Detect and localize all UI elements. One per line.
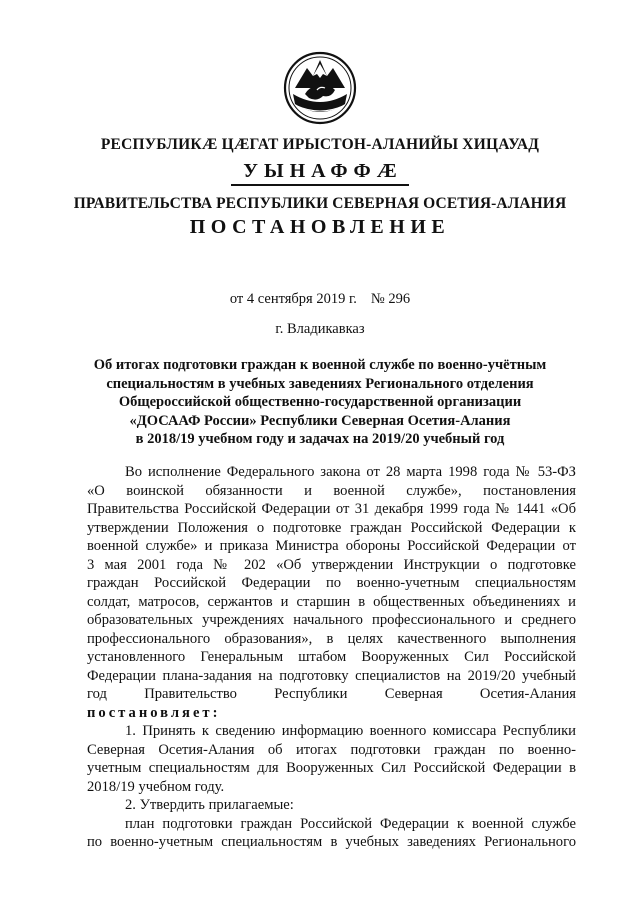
- body-line: граждан Российской Федерации по военно-учетным специальностям: [87, 575, 576, 591]
- body-line: профессионального образования», в целях качественного выполнения: [87, 630, 576, 647]
- header-ossetian-decree: [0, 160, 640, 186]
- body-line-resolves: постановляет:: [87, 704, 221, 721]
- header-ossetian-decree-text: УЫНАФФӔ: [231, 160, 408, 186]
- body-line: 3 мая 2001 года № 202 «Об утверждении Инструкции о подготовке: [87, 556, 576, 573]
- header-russian-title: ПРАВИТЕЛЬСТВА РЕСПУБЛИКИ СЕВЕРНАЯ ОСЕТИЯ-АЛАНИЯ: [73, 195, 567, 212]
- body-line: Федерации плана-задания на подготовку специалистов на 2019/20 учебный: [87, 667, 576, 684]
- body-line: по военно-учетным специальностям в учебных заведениях Регионального: [87, 834, 576, 850]
- decree-date: от 4 сентября 2019 г.: [229, 291, 357, 307]
- title-line: «ДОСААФ России» Республики Северная Осетия-Алания: [129, 412, 511, 429]
- body-line: утверждении Положения о подготовке граждан Российской Федерации к: [87, 519, 576, 536]
- body-line: «О воинской обязанности и военной службе», постановления: [87, 482, 576, 499]
- decree-number: № 296: [370, 291, 411, 307]
- title-line: Об итогах подготовки граждан к военной службе по военно-учётным: [93, 357, 547, 373]
- body-line: год Правительство Республики Северная Осетия-Алания: [87, 686, 576, 702]
- body-line: установленного Генеральным штабом Вооруженных Сил Российской: [87, 649, 576, 665]
- decree-title: [80, 356, 560, 449]
- body-line: Правительства Российской Федерации от 31 декабря 1999 года № 1441 «Об: [87, 501, 576, 517]
- city: г. Владикавказ: [275, 321, 365, 337]
- body-line: план подготовки граждан Российской Федерации к военной службе: [125, 815, 576, 832]
- emblem-icon: [283, 50, 357, 126]
- decree-body: [87, 463, 576, 852]
- body-line: 1. Принять к сведению информацию военного комиссара Республики: [125, 723, 576, 739]
- body-line: Северная Осетия-Алания об итогах подготовки граждан по военно-: [87, 741, 576, 758]
- date-line: [0, 291, 640, 308]
- body-line: солдат, матросов, сержантов и старшин в общественных объединениях и: [87, 593, 576, 610]
- title-line: Общероссийской общественно-государственной организации: [118, 394, 522, 410]
- body-line: военной службе» и приказа Министра обороны Российской Федерации от: [87, 538, 576, 554]
- body-line: 2. Утвердить прилагаемые:: [125, 797, 294, 813]
- header-russian-decree: ПОСТАНОВЛЕНИЕ: [189, 216, 451, 238]
- body-line: 2018/19 учебном году.: [87, 778, 225, 795]
- body-line: учетным специальностям для Вооруженных Сил Российской Федерации в: [87, 760, 576, 776]
- title-line: в 2018/19 учебном году и задачах на 2019/20 учебный год: [135, 431, 505, 447]
- body-line: Во исполнение Федерального закона от 28 марта 1998 года № 53-ФЗ: [125, 464, 576, 480]
- header-ossetian-title: РЕСПУБЛИКӔ ЦӔГАТ ИРЫСТОН-АЛАНИЙЫ ХИЦАУАД: [100, 136, 540, 153]
- body-line: образовательных учреждениях начального профессионального и среднего: [87, 612, 576, 628]
- title-line: специальностям в учебных заведениях Регионального отделения: [106, 375, 534, 392]
